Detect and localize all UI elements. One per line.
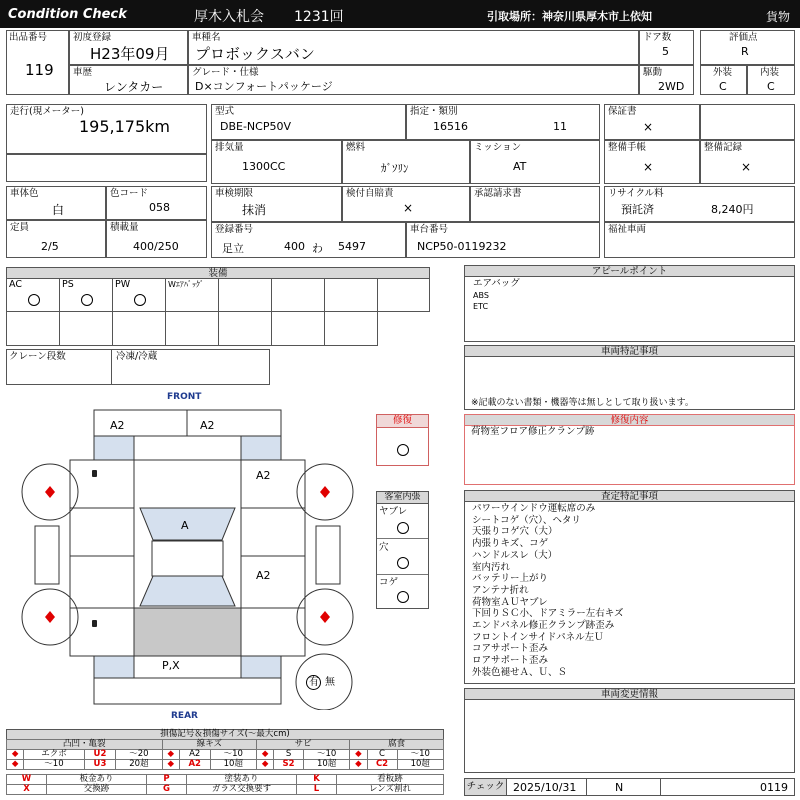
- fuel: ｶﾞｿﾘﾝ: [381, 162, 409, 175]
- legend-code: C: [367, 750, 397, 760]
- appeal-line: ETC: [473, 302, 489, 311]
- car-diagram: [0, 405, 360, 710]
- approval-box: [470, 186, 600, 222]
- history-box: [69, 65, 188, 95]
- spare-no: 無: [325, 677, 335, 688]
- appeal-title: アピールポイント: [464, 265, 795, 277]
- first-reg-label: 初度登録: [73, 32, 112, 43]
- welfare-label: 福祉車両: [608, 224, 647, 235]
- inspection-note-line: 天張りコゲ穴（大）: [472, 526, 558, 538]
- inspection-notes-box: [464, 501, 795, 684]
- equip-cell-blank: [324, 278, 378, 312]
- change-info-title: 車両変更情報: [464, 688, 795, 700]
- maint-book-label: 整備手帳: [608, 142, 647, 153]
- legend-code: X: [7, 785, 47, 795]
- displacement: 1300CC: [242, 160, 286, 173]
- legend-title: 損傷記号＆損傷サイズ(～最大cm): [6, 729, 444, 740]
- check-code: N: [615, 781, 624, 794]
- legend-symbol: ◆: [7, 750, 24, 760]
- repair-detail-box: [464, 425, 795, 485]
- self-inspection-label: 検付自賠責: [346, 188, 394, 199]
- legend-cell: 交換跡: [47, 785, 147, 795]
- warranty: ×: [643, 120, 654, 134]
- maint-record-box: [700, 140, 795, 184]
- grade-score: R: [741, 45, 749, 58]
- vehicle-category: 貨物: [766, 10, 791, 24]
- mission-box: [470, 140, 600, 184]
- equip-mark-pw: [134, 294, 146, 306]
- load: 400/250: [133, 240, 179, 253]
- equip-cell-ac: [6, 278, 60, 312]
- inspection-notes-title: 査定特記事項: [464, 490, 795, 502]
- grade-label: グレード・仕様: [192, 67, 259, 78]
- interior-cond-box: [376, 491, 429, 609]
- mark-front-right: A2: [200, 419, 215, 432]
- equip-mark-ac: [28, 294, 40, 306]
- mileage-box: [6, 104, 207, 154]
- equip-cell-blank: [218, 278, 272, 312]
- legend-code: L: [297, 785, 337, 795]
- legend-cell: レンズ割れ: [337, 785, 444, 795]
- inspection-notes-list: [472, 503, 624, 679]
- equip-cell-airbag: [165, 278, 219, 312]
- legend-cell: ～20: [116, 750, 162, 760]
- inspection-note-line: シートコゲ（穴）、ヘタリ: [472, 514, 581, 526]
- inspection-note-line: 外装色褪せＡ、Ｕ、Ｓ: [472, 666, 568, 678]
- legend-code: U2: [84, 750, 116, 760]
- legend-symbol: ◆: [162, 760, 179, 770]
- car-name: プロボックスバン: [195, 45, 315, 63]
- legend-cell: 塗装あり: [187, 775, 297, 785]
- legend-symbol: ◆: [350, 750, 367, 760]
- inspection-note-line: アンテナ折れ: [472, 584, 529, 596]
- capacity-label: 定員: [10, 222, 30, 233]
- approval-label: 承認請求書: [474, 188, 522, 199]
- lot-number-label: 出品番号: [9, 32, 48, 43]
- drive-label: 駆動: [643, 67, 663, 78]
- legend-cell: ～10: [303, 750, 349, 760]
- legend-cell: 板金あり: [47, 775, 147, 785]
- exterior: C: [719, 80, 727, 93]
- interior: C: [767, 80, 775, 93]
- maint-record-label: 整備記録: [704, 142, 743, 153]
- legend-code: S: [274, 750, 304, 760]
- reg-area: 足立: [222, 242, 244, 255]
- interior-item-label: 穴: [379, 542, 389, 553]
- equip-mark-ps: [81, 294, 93, 306]
- classification: 11: [553, 120, 567, 133]
- grade-score-label: 評価点: [729, 32, 758, 43]
- equip-cell-ps: [59, 278, 113, 312]
- warranty-label: 保証書: [608, 106, 637, 117]
- displacement-box: [211, 140, 342, 184]
- legend-groups: [6, 739, 444, 770]
- legend-group-name: 凸凹・亀裂: [7, 740, 163, 750]
- freezer-box: [111, 349, 270, 385]
- equip-cell-blank: [271, 278, 325, 312]
- legend-group-name: サビ: [256, 740, 349, 750]
- recycle-status: 預託済: [621, 203, 654, 216]
- reg-class: 400: [284, 240, 305, 253]
- legend-symbol: ◆: [256, 760, 273, 770]
- maint-book: ×: [643, 160, 654, 174]
- equip-cell-pw: [112, 278, 166, 312]
- inspection-note-line: 荷物室ＡＵヤブレ: [472, 596, 548, 608]
- load-box: [106, 220, 207, 258]
- mission: AT: [513, 160, 527, 173]
- chassis: NCP50-0119232: [417, 240, 507, 253]
- crane-label: クレーン段数: [9, 351, 66, 362]
- exterior-label: 外装: [713, 67, 733, 78]
- pickup-location: 引取場所：神奈川県厚木市上依知: [487, 10, 652, 23]
- grade-box: [188, 65, 639, 95]
- self-inspection: ×: [403, 201, 414, 215]
- mileage: 195,175km: [79, 117, 171, 136]
- header-bar: [0, 0, 800, 28]
- equipment-title: 装備: [6, 267, 430, 279]
- body-color-box: [6, 186, 106, 220]
- interior-label: 内装: [760, 67, 780, 78]
- grade: D×コンフォートパッケージ: [195, 80, 333, 93]
- history: レンタカー: [104, 80, 164, 94]
- legend-code: U3: [84, 760, 116, 770]
- color-code-box: [106, 186, 207, 220]
- warranty-blank-box: [700, 104, 795, 140]
- interior-item-mark: [397, 557, 409, 569]
- check-label: チェック: [465, 779, 507, 795]
- legend-cell: エクボ: [24, 750, 84, 760]
- interior-item-mark: [397, 591, 409, 603]
- model-label: 型式: [215, 106, 235, 117]
- special-box: [464, 356, 795, 410]
- repair-detail-text: 荷物室フロア修正クランプ跡: [471, 426, 595, 437]
- repair-mark: [397, 444, 409, 456]
- displacement-label: 排気量: [215, 142, 244, 153]
- legend-cell: 10超: [210, 760, 256, 770]
- interior-box: [747, 65, 795, 95]
- drive-box: [639, 65, 694, 95]
- repair-detail-title: 修復内容: [464, 414, 795, 426]
- body-color: 白: [52, 203, 65, 217]
- equip-cell-blank: [112, 311, 166, 346]
- mark-front-left: A2: [110, 419, 125, 432]
- crane-box: [6, 349, 112, 385]
- mileage-label: 走行(現メーター): [10, 106, 84, 117]
- interior-cond-title: 客室内張: [376, 491, 429, 504]
- inspection-note-line: ロアサポート歪み: [472, 655, 549, 667]
- model-box: [211, 104, 406, 140]
- car-name-box: [188, 30, 639, 65]
- inspection-note-line: エンドパネル修正クランプ跡歪み: [472, 620, 615, 632]
- legend-code: W: [7, 775, 47, 785]
- legend-codes: [6, 774, 444, 795]
- grade-score-box: [700, 30, 795, 65]
- warranty-box: [604, 104, 700, 140]
- equip-label-pw: PW: [115, 279, 131, 290]
- legend-cell: ～10: [24, 760, 84, 770]
- recycle-fee: 8,240円: [711, 203, 754, 216]
- chassis-box: [406, 222, 600, 258]
- appeal-line: ABS: [473, 291, 489, 300]
- lot-code: 1231回: [294, 9, 344, 25]
- equip-cell-blank: [6, 311, 60, 346]
- legend-code: C2: [367, 760, 397, 770]
- inspection-note-line: 室内汚れ: [472, 561, 511, 573]
- equip-cell-blank: [377, 278, 430, 312]
- lot-number-box: [6, 30, 69, 95]
- legend-cell: 10超: [303, 760, 349, 770]
- mark-rear: P,X: [162, 659, 180, 672]
- maint-record: ×: [741, 160, 752, 174]
- equip-cell-blank: [165, 311, 219, 346]
- legend-code: A2: [179, 760, 210, 770]
- inspection-label: 車検期限: [215, 188, 254, 199]
- inspection-note-line: ハンドルスレ（大）: [472, 549, 558, 561]
- spare-yes-circle: [306, 675, 321, 690]
- equipment-grid: [6, 278, 430, 346]
- fuel-label: 燃料: [346, 142, 366, 153]
- legend-symbol: ◆: [350, 760, 367, 770]
- interior-item-label: コゲ: [379, 577, 399, 588]
- equip-label-ac: AC: [9, 279, 22, 290]
- legend-symbol: ◆: [7, 760, 24, 770]
- legend-cell: ～10: [210, 750, 256, 760]
- reg-kana: わ: [312, 242, 323, 255]
- reg-no-label: 登録番号: [215, 224, 254, 235]
- spare-yes: 有: [309, 677, 319, 688]
- maint-book-box: [604, 140, 700, 184]
- model: DBE-NCP50V: [220, 120, 292, 133]
- designation-label: 指定・類別: [410, 106, 458, 117]
- self-inspection-box: [342, 186, 470, 222]
- equip-cell-blank: [324, 311, 378, 346]
- repair-label: 修復: [376, 414, 429, 428]
- equip-label-airbag: Wｴｱﾊﾞｯｸﾞ: [168, 280, 204, 289]
- legend-cell: 20超: [116, 760, 162, 770]
- reg-num: 5497: [338, 240, 366, 253]
- capacity-box: [6, 220, 106, 258]
- recycle-box: [604, 186, 795, 222]
- header-left-title: Condition Check: [8, 7, 127, 22]
- fuel-box: [342, 140, 470, 184]
- inspection-box: [211, 186, 342, 222]
- interior-item-label: ヤブレ: [379, 506, 408, 517]
- change-info-box: [464, 699, 795, 773]
- check-bar: [464, 778, 795, 796]
- color-code: 058: [149, 201, 170, 214]
- check-number: 0119: [760, 781, 788, 794]
- appeal-line: エアバッグ: [473, 278, 520, 289]
- mark-roof: A: [181, 519, 189, 532]
- load-label: 積載量: [110, 222, 139, 233]
- equip-label-ps: PS: [62, 279, 74, 290]
- interior-item-mark: [397, 522, 409, 534]
- legend-code: A2: [179, 750, 210, 760]
- mission-label: ミッション: [474, 142, 522, 153]
- legend-code: G: [147, 785, 187, 795]
- mark-right-front: A2: [256, 469, 271, 482]
- equip-cell-blank: [218, 311, 272, 346]
- appeal-box: [464, 276, 795, 342]
- legend-cell: 10超: [397, 760, 443, 770]
- welfare-box: [604, 222, 795, 258]
- legend-cell: 看板跡: [337, 775, 444, 785]
- first-reg: H23年09月: [90, 45, 170, 63]
- legend-code: S2: [274, 760, 304, 770]
- chassis-label: 車台番号: [410, 224, 449, 235]
- legend-group-name: 線キズ: [162, 740, 256, 750]
- freezer-label: 冷凍/冷蔵: [116, 351, 158, 362]
- doors-label: ドア数: [643, 32, 672, 43]
- doors: 5: [662, 45, 669, 58]
- front-label: FRONT: [167, 392, 202, 402]
- history-label: 車歴: [73, 67, 93, 78]
- special-title: 車両特記事項: [464, 345, 795, 357]
- legend-cell: ～10: [397, 750, 443, 760]
- capacity: 2/5: [41, 240, 59, 253]
- inspection-note-line: フロントインサイドパネル左Ｕ: [472, 631, 604, 643]
- inspection-note-line: バッテリー上がり: [472, 573, 549, 585]
- inspection-note-line: 下回りＳＣ小、ドアミラー左右キズ: [472, 608, 624, 620]
- legend-cell: ガラス交換要す: [187, 785, 297, 795]
- repair-box: [376, 414, 429, 466]
- legend-group-name: 腐食: [350, 740, 444, 750]
- reg-no-box: [211, 222, 406, 258]
- special-note: ※記載のない書類・機器等は無しとして取り扱います。: [471, 398, 694, 408]
- inspection-note-line: 内張りキズ、コゲ: [472, 538, 549, 550]
- first-reg-box: [69, 30, 188, 65]
- mileage-blank-box: [6, 154, 207, 182]
- legend-symbol: ◆: [162, 750, 179, 760]
- designation-box: [406, 104, 600, 140]
- rear-label: REAR: [171, 711, 198, 721]
- doors-box: [639, 30, 694, 65]
- legend-code: K: [297, 775, 337, 785]
- auction-name: 厚木入札会: [194, 9, 264, 25]
- inspection-note-line: パワーウインドウ運転席のみ: [472, 503, 596, 514]
- lot-number: 119: [25, 61, 54, 79]
- inspection-note-line: コアサポート歪み: [472, 643, 549, 655]
- inspection: 抹消: [242, 203, 267, 217]
- legend-code: P: [147, 775, 187, 785]
- drive: 2WD: [658, 80, 685, 93]
- equip-cell-blank: [59, 311, 113, 346]
- legend-symbol: ◆: [256, 750, 273, 760]
- equip-cell-blank: [271, 311, 325, 346]
- body-color-label: 車体色: [10, 188, 39, 199]
- mark-right-rear: A2: [256, 569, 271, 582]
- exterior-box: [700, 65, 747, 95]
- car-name-label: 車種名: [192, 32, 221, 43]
- color-code-label: 色コード: [110, 188, 149, 199]
- designation: 16516: [433, 120, 468, 133]
- recycle-label: リサイクル料: [608, 188, 664, 199]
- check-date: 2025/10/31: [513, 781, 577, 794]
